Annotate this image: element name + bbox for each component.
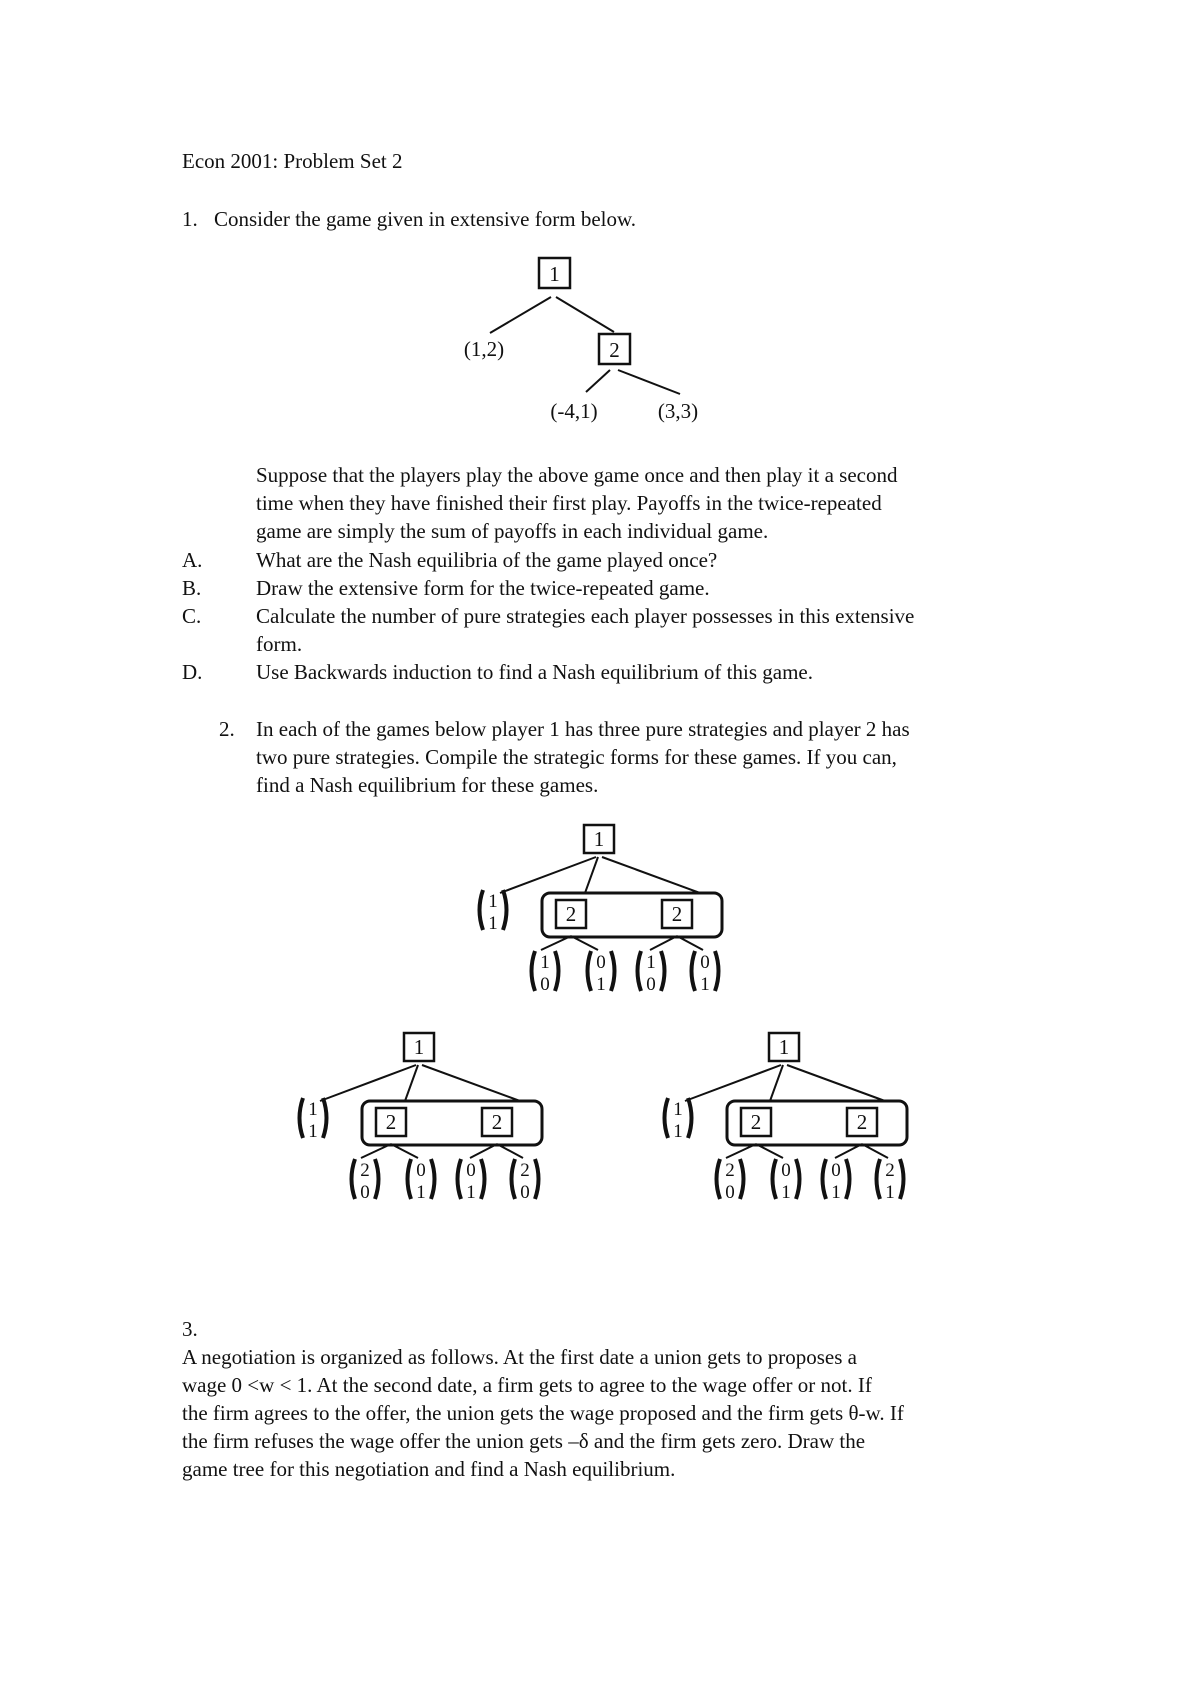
bracket — [846, 1159, 850, 1199]
branch-line — [787, 1065, 885, 1101]
bracket — [300, 1098, 304, 1138]
q1-item-text: Draw the extensive form for the twice-repeated game. — [256, 576, 710, 600]
q2-leaf-payoff-top: 1 — [540, 952, 550, 973]
q2-root-label: 1 — [778, 1035, 790, 1059]
bracket — [717, 1159, 721, 1199]
q1-node-player2-label: 2 — [609, 338, 620, 362]
q1-item-text: Calculate the number of pure strategies each player possesses in this extensive — [256, 604, 915, 628]
q2-left-payoff-top: 1 — [488, 891, 498, 912]
branch-line — [685, 1065, 781, 1101]
bracket — [773, 1159, 777, 1199]
q2-leaf-payoff-top: 1 — [646, 952, 656, 973]
q2-leaf-payoff-bottom: 0 — [540, 974, 550, 995]
q1-item-text: Use Backwards induction to find a Nash equilibrium of this game. — [256, 660, 813, 684]
q2-node-b-label: 2 — [491, 1110, 503, 1134]
bracket — [688, 1098, 692, 1138]
bracket — [535, 1159, 539, 1199]
q2-leaf-payoff-bottom: 0 — [520, 1182, 530, 1203]
q2-line: In each of the games below player 1 has three pure strategies and player 2 has — [256, 717, 910, 741]
q2-leaf-payoff-bottom: 0 — [725, 1182, 735, 1203]
q3-line: the firm agrees to the offer, the union gets the wage proposed and the firm gets θ-w. If — [182, 1401, 904, 1425]
bracket — [638, 951, 642, 991]
q3-line: wage 0 <w < 1. At the second date, a firm gets to agree to the wage offer or not. If — [182, 1373, 872, 1397]
branch-line — [770, 1065, 783, 1101]
q2-node-b-label: 2 — [856, 1110, 868, 1134]
q3-number: 3. — [182, 1317, 198, 1341]
q2-leaf-payoff-bottom: 1 — [831, 1182, 841, 1203]
q2-line: find a Nash equilibrium for these games. — [256, 773, 599, 797]
q1-node-player1-label: 1 — [549, 262, 560, 286]
bracket — [900, 1159, 904, 1199]
q2-left-payoff-top: 1 — [308, 1099, 318, 1120]
q2-leaf-payoff-bottom: 1 — [781, 1182, 791, 1203]
bracket — [323, 1098, 327, 1138]
bracket — [665, 1098, 669, 1138]
bracket — [555, 951, 559, 991]
q3-line: A negotiation is organized as follows. At the first date a union gets to proposes a — [182, 1345, 857, 1369]
q1-paragraph-line-2: time when they have finished their first play. Payoffs in the twice-repeated — [256, 491, 882, 515]
q1-payoff-bottom-left: (-4,1) — [550, 399, 598, 423]
q1-payoff-left: (1,2) — [463, 337, 505, 361]
bracket — [375, 1159, 379, 1199]
branch-line — [602, 857, 700, 893]
bracket — [611, 951, 615, 991]
q2-leaf-payoff-top: 0 — [466, 1160, 476, 1181]
q2-root-label: 1 — [593, 827, 605, 851]
bracket — [458, 1159, 462, 1199]
q2-leaf-payoff-top: 2 — [520, 1160, 530, 1181]
branch-line — [500, 857, 596, 893]
bracket — [512, 1159, 516, 1199]
q2-leaf-payoff-top: 2 — [885, 1160, 895, 1181]
bracket — [503, 890, 507, 930]
q1-number: 1. — [182, 207, 198, 231]
bracket — [481, 1159, 485, 1199]
q1-intro: Consider the game given in extensive form below. — [214, 207, 637, 231]
q2-leaf-payoff-top: 0 — [700, 952, 710, 973]
q2-leaf-payoff-top: 0 — [596, 952, 606, 973]
bracket — [877, 1159, 881, 1199]
q2-node-a-label: 2 — [385, 1110, 397, 1134]
q2-left-payoff-top: 1 — [673, 1099, 683, 1120]
q2-leaf-payoff-bottom: 1 — [596, 974, 606, 995]
bracket — [352, 1159, 356, 1199]
q2-leaf-payoff-bottom: 0 — [646, 974, 656, 995]
q3-line: game tree for this negotiation and find a Nash equilibrium. — [182, 1457, 676, 1481]
q2-leaf-payoff-bottom: 1 — [416, 1182, 426, 1203]
branch-line — [405, 1065, 418, 1101]
branch-line — [320, 1065, 416, 1101]
q2-root-label: 1 — [413, 1035, 425, 1059]
q2-left-payoff-bottom: 1 — [488, 913, 498, 934]
bracket — [740, 1159, 744, 1199]
q2-leaf-payoff-top: 0 — [831, 1160, 841, 1181]
q1-item-letter: C. — [182, 604, 202, 628]
q2-leaf-payoff-bottom: 1 — [885, 1182, 895, 1203]
bracket — [408, 1159, 412, 1199]
q2-left-payoff-bottom: 1 — [308, 1121, 318, 1142]
q2-leaf-payoff-bottom: 1 — [466, 1182, 476, 1203]
q1-item-letter: B. — [182, 576, 202, 600]
q1-payoff-bottom-right: (3,3) — [657, 399, 699, 423]
q2-node-b-label: 2 — [671, 902, 683, 926]
q3-line: the firm refuses the wage offer the union gets –δ and the firm gets zero. Draw the — [182, 1429, 866, 1453]
q1-item-text: What are the Nash equilibria of the game played once? — [256, 548, 718, 572]
page-title: Econ 2001: Problem Set 2 — [182, 149, 403, 173]
q2-leaf-payoff-top: 2 — [360, 1160, 370, 1181]
q2-node-a-label: 2 — [750, 1110, 762, 1134]
q2-leaf-payoff-bottom: 1 — [700, 974, 710, 995]
q2-node-a-label: 2 — [565, 902, 577, 926]
bracket — [588, 951, 592, 991]
q1-item-letter: D. — [182, 660, 203, 684]
q2-left-payoff-bottom: 1 — [673, 1121, 683, 1142]
bracket — [661, 951, 665, 991]
q2-line: two pure strategies. Compile the strategic forms for these games. If you can, — [256, 745, 897, 769]
bracket — [431, 1159, 435, 1199]
bracket — [715, 951, 719, 991]
bracket — [532, 951, 536, 991]
q2-number: 2. — [219, 717, 235, 741]
q2-leaf-payoff-top: 2 — [725, 1160, 735, 1181]
q2-leaf-payoff-top: 0 — [416, 1160, 426, 1181]
q1-paragraph-line-3: game are simply the sum of payoffs in each individual game. — [256, 519, 769, 543]
q1-paragraph-line-1: Suppose that the players play the above game once and then play it a second — [256, 463, 898, 487]
q1-item-text: form. — [256, 632, 303, 656]
bracket — [796, 1159, 800, 1199]
q2-leaf-payoff-bottom: 0 — [360, 1182, 370, 1203]
bracket — [692, 951, 696, 991]
bracket — [823, 1159, 827, 1199]
bracket — [480, 890, 484, 930]
branch-line — [422, 1065, 520, 1101]
q2-leaf-payoff-top: 0 — [781, 1160, 791, 1181]
branch-line — [585, 857, 598, 893]
q1-item-letter: A. — [182, 548, 203, 572]
